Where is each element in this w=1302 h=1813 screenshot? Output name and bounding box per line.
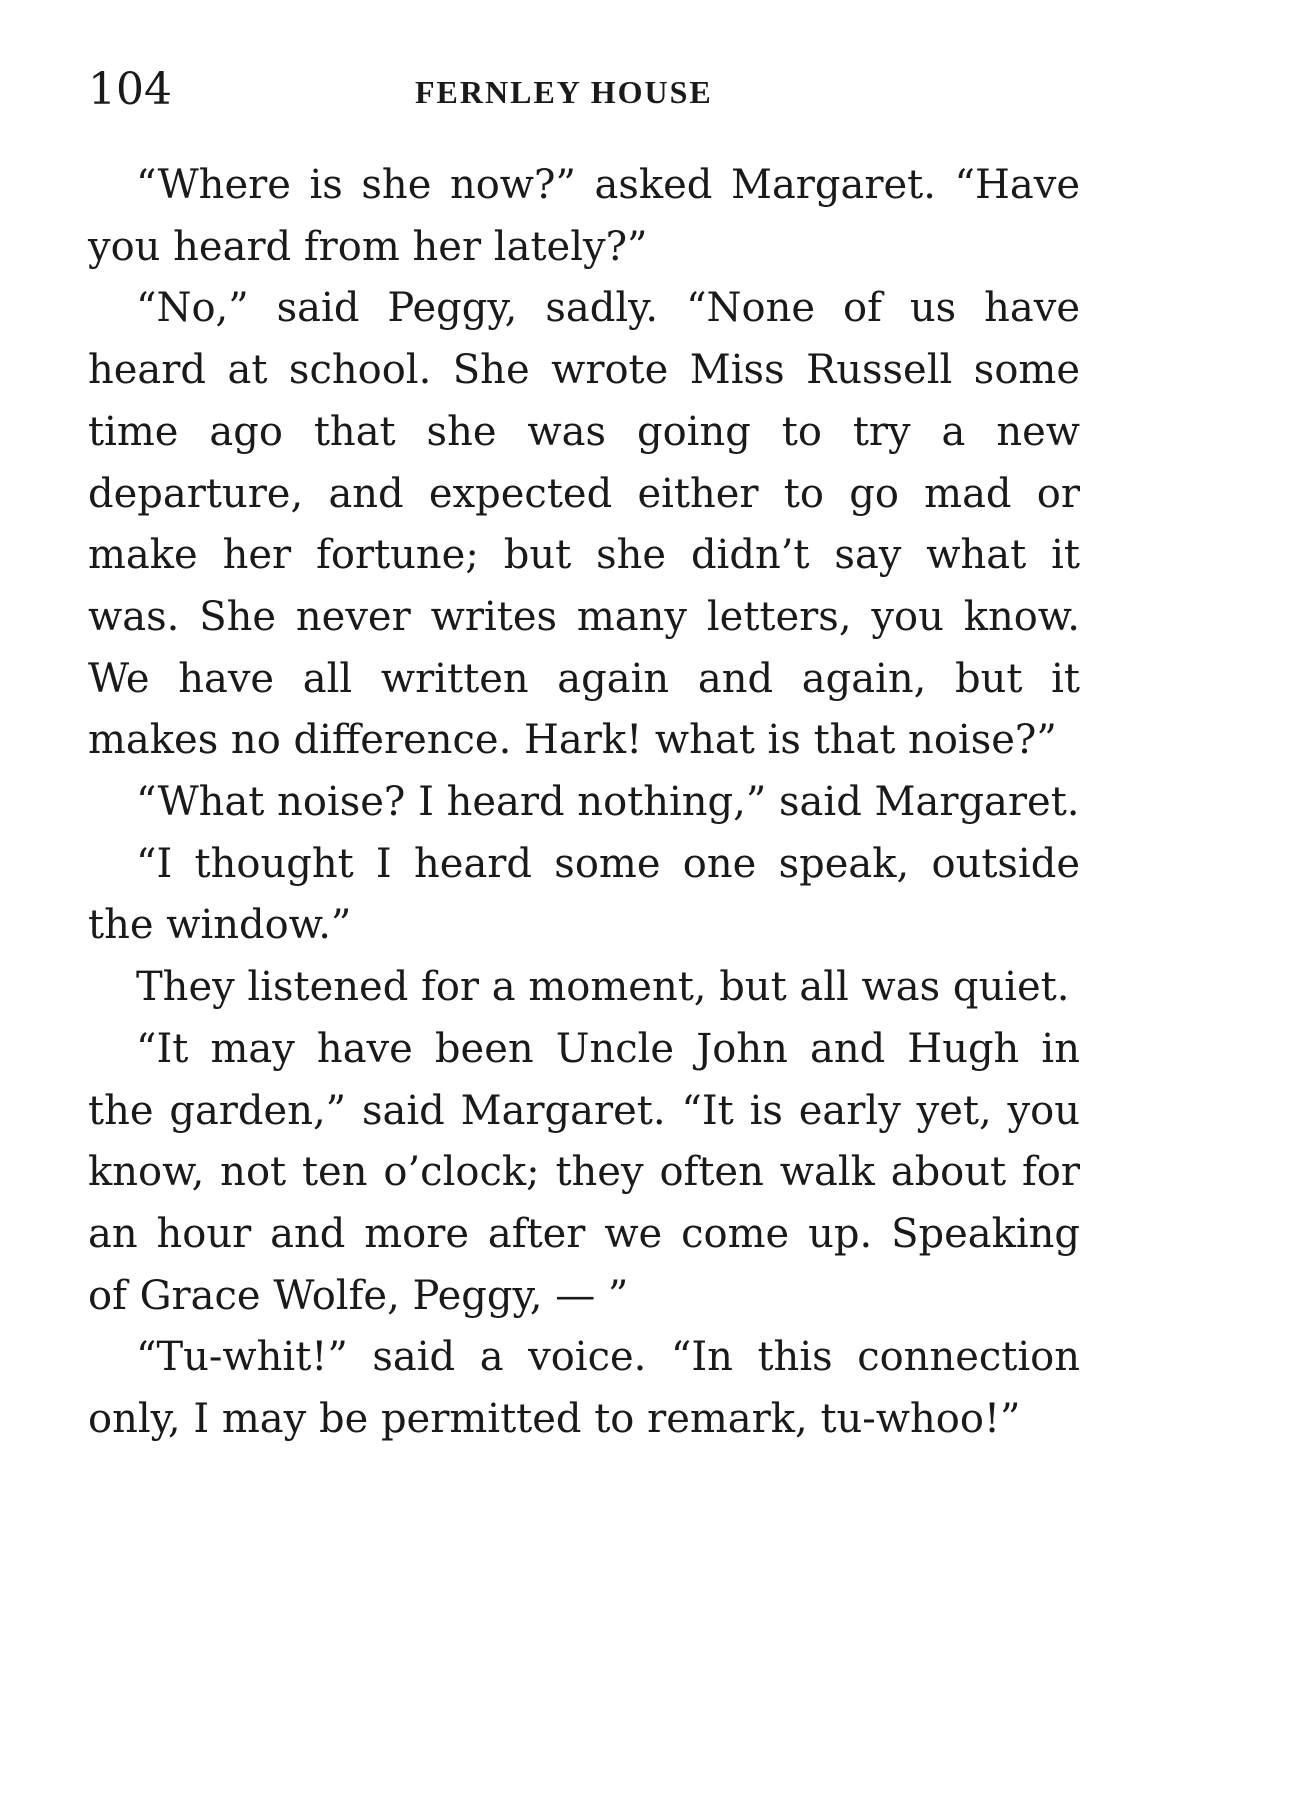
body-text: [88, 155, 1080, 1451]
paragraph: “Where is she now?” asked Margaret. “Have you heard from her lately?”: [88, 162, 1080, 270]
paragraph: “I thought I heard some one speak, outside the window.”: [88, 840, 1080, 949]
paragraph: “Tu-whit!” said a voice. “In this connection only, I may be permitted to remark, tu-whoo!”: [88, 1334, 1080, 1443]
paragraph: They listened for a moment, but all was quiet.: [136, 964, 1070, 1011]
page-number: 104: [88, 64, 172, 115]
page-header: [88, 60, 1080, 120]
paragraph: “It may have been Uncle John and Hugh in the garden,” said Margaret. “It is early yet, you know, not ten o’clock; they often walk about for an hour and more after we come up. Speaking of Grace Wolfe, Peggy, — ”: [88, 1025, 1080, 1319]
paragraph: “What noise? I heard nothing,” said Margaret.: [136, 779, 1080, 826]
running-head: FERNLEY HOUSE: [415, 74, 713, 110]
paragraph: “No,” said Peggy, sadly. “None of us have heard at school. She wrote Miss Russell some time ago that she was going to try a new departure, and expected either to go mad or make her fortune; but she didn’t say what it was. She never writes many letters, you know. We have all written again and again, but it makes no difference. Hark! what is that noise?”: [88, 285, 1080, 764]
